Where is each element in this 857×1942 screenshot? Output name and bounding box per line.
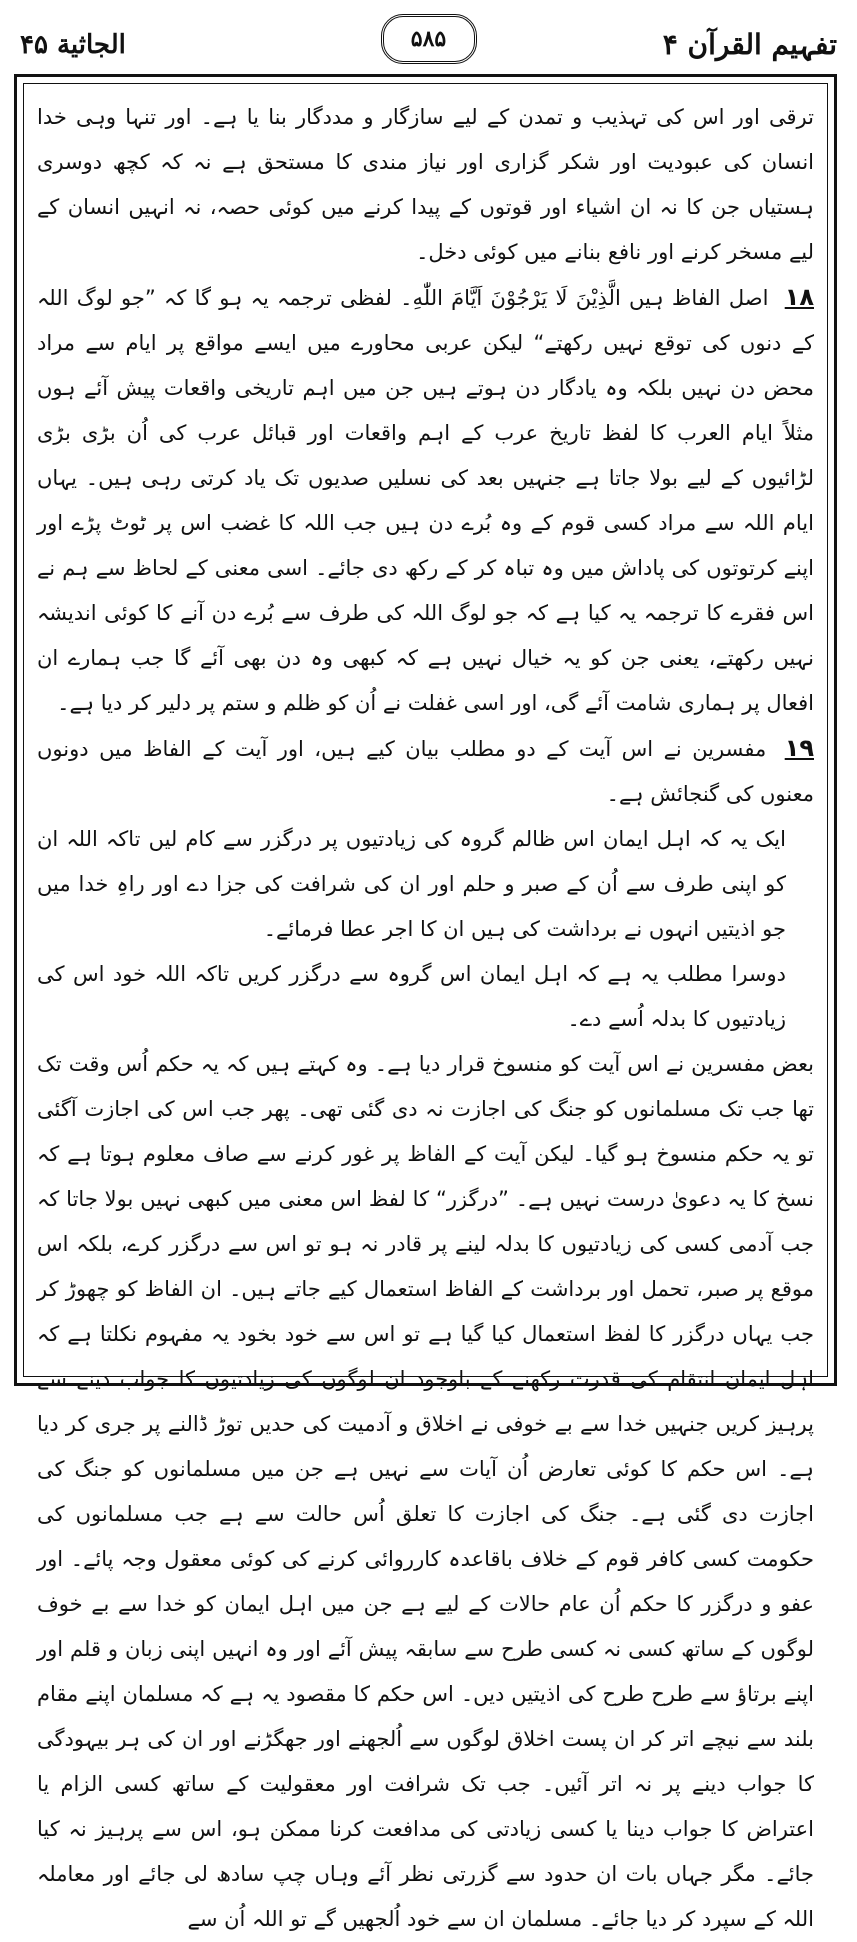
page-header: [20, 14, 837, 74]
body-text: [37, 95, 814, 1931]
page-number-badge: [381, 14, 477, 64]
paragraph: دوسرا مطلب یہ ہے کہ اہل ایمان اس گروہ سے درگزر کریں تاکہ اللہ خود اس کی زیادتیوں کا بدلہ اُسے دے۔: [37, 962, 786, 1031]
paragraph: ترقی اور اس کی تہذیب و تمدن کے لیے سازگار و مددگار بنا یا ہے۔ اور تنہا وہی خدا انسان کی عبودیت اور شکر گزاری اور نیاز مندی کا مستحق ہے نہ کہ کچھ دوسری ہستیاں جن کا نہ ان اشیاء اور قوتوں کے پیدا کرنے میں کوئی حصہ، نہ انہیں انسان کے لیے مسخر کرنے اور نافع بنانے میں کوئی دخل۔: [37, 105, 814, 264]
paragraph: ایک یہ کہ اہل ایمان اس ظالم گروہ کی زیادتیوں پر درگزر سے کام لیں تاکہ اللہ ان کو اپنی طرف سے اُن کے صبر و حلم اور ان کی شرافت کی جزا دے اور راہِ خدا میں جو اذیتیں انہوں نے برداشت کی ہیں ان کا اجر عطا فرمائے۔: [37, 827, 786, 941]
surah-title: الجاثیة ۴۵: [20, 30, 126, 60]
footnote-number: ۱۹: [784, 734, 814, 762]
page-border: [14, 74, 837, 1931]
book-title: تفہیم القرآن ۴: [662, 28, 837, 61]
footnote-number: ۱۸: [784, 283, 814, 311]
page-number: ۵۸۵: [410, 26, 447, 52]
footnote-text: مفسرین نے اس آیت کے دو مطلب بیان کیے ہیں، اور آیت کے الفاظ میں دونوں معنوں کی گنجائش ہے۔: [37, 737, 814, 806]
paragraph: بعض مفسرین نے اس آیت کو منسوخ قرار دیا ہے۔ وہ کہتے ہیں کہ یہ حکم اُس وقت تک تھا جب تک مسلمانوں کو جنگ کی اجازت نہ دی گئی تھی۔ پھر جب اس کی اجازت آگئی تو یہ حکم منسوخ ہو گیا۔ لیکن آیت کے الفاظ پر غور کرنے سے صاف معلوم ہوتا ہے کہ نسخ کا یہ دعویٰ درست نہیں ہے۔ ”درگزر“ کا لفظ اس معنی میں کبھی نہیں بولا جاتا کہ جب آدمی کسی کی زیادتیوں کا بدلہ لینے پر قادر نہ ہو تو اس سے درگزر کرے، بلکہ اس موقع پر صبر، تحمل اور برداشت کے الفاظ استعمال کیے جاتے ہیں۔ ان الفاظ کو چھوڑ کر جب یہاں درگزر کا لفظ استعمال کیا گیا ہے تو اس سے خود بخود یہ مفہوم نکلتا ہے کہ اہل ایمان انتقام کی قدرت رکھنے کے باوجود ان لوگوں کی زیادتیوں کا جواب دینے سے پرہیز کریں جنہیں خدا سے بے خوفی نے اخلاق و آدمیت کی حدیں توڑ ڈالنے پر جری کر دیا ہے۔ اس حکم کا کوئی تعارض اُن آیات سے نہیں ہے جن میں مسلمانوں کو جنگ کی اجازت دی گئی ہے۔ جنگ کی اجازت کا تعلق اُس حالت سے ہے جب مسلمانوں کی حکومت کسی کافر قوم کے خلاف باقاعدہ کارروائی کرنے کی کوئی معقول وجہ پائے۔ اور عفو و درگزر کا حکم اُن عام حالات کے لیے ہے جن میں اہل ایمان کو خدا سے بے خوف لوگوں کے ساتھ کسی نہ کسی طرح سے سابقہ پیش آئے اور وہ انہیں اپنی زبان و قلم اور اپنے برتاؤ سے طرح طرح کی اذیتیں دیں۔ اس حکم کا مقصود یہ ہے کہ مسلمان اپنے مقام بلند سے نیچے اتر کر ان پست اخلاق لوگوں سے اُلجھنے اور جھگڑنے اور ان کی ہر بیہودگی کا جواب دینے پر نہ اتر آئیں۔ جب تک شرافت اور معقولیت کے ساتھ کسی الزام یا اعتراض کا جواب دینا یا کسی زیادتی کی مدافعت کرنا ممکن ہو، اس سے پرہیز نہ کیا جائے۔ مگر جہاں بات ان حدود سے گزرتی نظر آئے وہاں چپ سادھ لی جائے اور معاملہ اللہ کے سپرد کر دیا جائے۔ مسلمان ان سے خود اُلجھیں گے تو اللہ اُن سے: [37, 1052, 814, 1931]
footnote-19: [37, 726, 814, 817]
footnote-18: [37, 275, 814, 726]
footnote-text: اصل الفاظ ہیں الَّذِيْنَ لَا يَرْجُوْنَ اَيَّامَ اللّٰهِ۔ لفظی ترجمہ یہ ہو گا کہ ”جو لوگ اللہ کے دنوں کی توقع نہیں رکھتے“ لیکن عربی محاورے میں ایسے مواقع پر ایام سے مراد محض دن نہیں بلکہ وہ یادگار دن ہوتے ہیں جن میں اہم تاریخی واقعات پیش آئے ہوں مثلاً ایام العرب کا لفظ تاریخ عرب کے اہم واقعات اور قبائل عرب کی اُن بڑی بڑی لڑائیوں کے لیے بولا جاتا ہے جنہیں بعد کی نسلیں صدیوں تک یاد کرتی رہی ہیں۔ یہاں ایام اللہ سے مراد کسی قوم کے وہ بُرے دن ہیں جب اللہ کا غضب اس پر ٹوٹ پڑے اور اپنے کرتوتوں کی پاداش میں وہ تباہ کر کے رکھ دی جائے۔ اسی معنی کے لحاظ سے ہم نے اس فقرے کا ترجمہ یہ کیا ہے کہ جو لوگ اللہ کی طرف سے بُرے دن آنے کا کوئی اندیشہ نہیں رکھتے، یعنی جن کو یہ خیال نہیں ہے کہ کبھی وہ دن بھی آئے گا جب ہمارے ان افعال پر ہماری شامت آئے گی، اور اسی غفلت نے اُن کو ظلم و ستم پر دلیر کر دیا ہے۔: [37, 286, 814, 715]
